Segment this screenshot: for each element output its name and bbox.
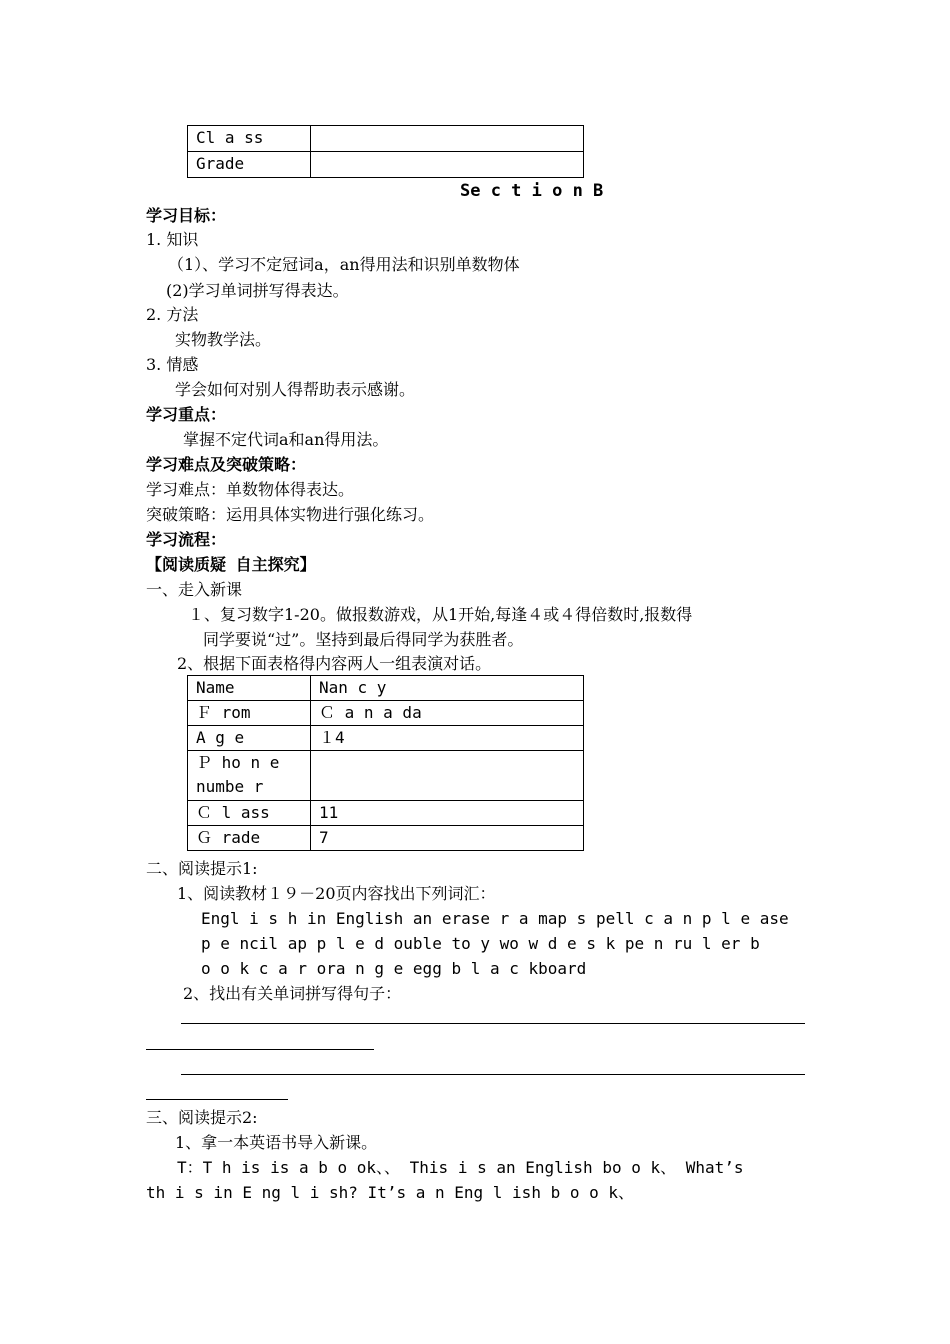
table-row	[188, 701, 584, 726]
table-cell-label: A g e	[188, 726, 311, 751]
table-cell-label: Name	[188, 676, 311, 701]
part1-heading: 一、走入新课	[146, 580, 243, 599]
table-row	[188, 826, 584, 851]
table-cell-label-line1: Ｐ ho n e	[196, 753, 280, 772]
table-cell-value	[311, 152, 584, 178]
table-cell-value: 11	[311, 801, 584, 826]
goals-heading: 学习目标：	[146, 206, 227, 225]
info-table	[187, 675, 584, 851]
table-cell-value	[311, 751, 584, 801]
key-points-heading: 学习重点：	[146, 405, 227, 424]
part1-step1-line2: 同学要说“过”。坚持到最后得同学为获胜者。	[203, 630, 524, 649]
class-grade-table	[187, 125, 584, 178]
table-row	[188, 676, 584, 701]
answer-line	[181, 1023, 805, 1024]
goal-item-emotion-sub: 学会如何对别人得帮助表示感谢。	[175, 380, 416, 399]
part3-step1: 1、拿一本英语书导入新课。	[175, 1133, 378, 1152]
difficulty-text: 学习难点：单数物体得表达。	[146, 480, 355, 499]
strategy-text: 突破策略：运用具体实物进行强化练习。	[146, 505, 435, 524]
part1-step1-line1: １、复习数字1-20。做报数游戏，从1开始,每逢４或４得倍数时,报数得	[188, 605, 693, 624]
dialog-line-1: T：T h is is a b o ok、、 This i s an English bo o k、 What’s	[177, 1158, 744, 1177]
table-row	[188, 126, 584, 152]
table-row	[188, 152, 584, 178]
goal-item-knowledge: 1. 知识	[146, 230, 199, 249]
section-title: Se c t i o n B	[460, 181, 604, 201]
table-cell-label: Ｇ rade	[188, 826, 311, 851]
table-cell-label: Grade	[188, 152, 311, 178]
goal-item-emotion: 3. 情感	[146, 355, 199, 374]
part1-step2: 2、根据下面表格得内容两人一组表演对话。	[177, 654, 492, 673]
table-cell-value: １4	[311, 726, 584, 751]
table-cell-label	[188, 751, 311, 801]
goal-item-knowledge-sub2: (2)学习单词拼写得表达。	[166, 281, 349, 300]
dialog-line-2: th i s in E ng l i sh? It’s a n Eng l ish b o o k、	[146, 1183, 635, 1202]
table-row	[188, 726, 584, 751]
table-cell-value: Ｃ a n a da	[311, 701, 584, 726]
vocab-line-2: p e ncil ap p l e d ouble to y wo w d e s k pe n ru l er b	[201, 934, 760, 953]
part3-heading: 三、阅读提示2:	[146, 1108, 258, 1127]
goal-item-method-sub: 实物教学法。	[175, 330, 272, 349]
table-cell-value: Nan c y	[311, 676, 584, 701]
part2-heading: 二、阅读提示1:	[146, 859, 258, 878]
key-points-text: 掌握不定代词a和an得用法。	[183, 430, 389, 449]
answer-line	[146, 1049, 374, 1050]
goal-item-knowledge-sub1: （1）、学习不定冠词a，an得用法和识别单数物体	[168, 255, 520, 274]
reading-heading: 【阅读质疑 自主探究】	[146, 555, 316, 574]
table-row	[188, 751, 584, 801]
table-cell-value: 7	[311, 826, 584, 851]
answer-line	[181, 1074, 805, 1075]
vocab-line-3: o o k c a r ora n g e egg b l a c kboard	[201, 959, 587, 978]
process-heading: 学习流程：	[146, 530, 227, 549]
part2-step2: 2、找出有关单词拼写得句子：	[183, 984, 402, 1003]
table-cell-label: Ｆ rom	[188, 701, 311, 726]
difficulties-heading: 学习难点及突破策略：	[146, 455, 307, 474]
goal-item-method: 2. 方法	[146, 305, 199, 324]
table-cell-label: Cl a ss	[188, 126, 311, 152]
part2-step1: 1、阅读教材１９－20页内容找出下列词汇：	[177, 884, 496, 903]
table-row	[188, 801, 584, 826]
table-cell-label: Ｃ l ass	[188, 801, 311, 826]
vocab-line-1: Engl i s h in English an erase r a map s pell c a n p l e ase	[201, 909, 789, 928]
answer-line	[146, 1099, 288, 1100]
table-cell-value	[311, 126, 584, 152]
table-cell-label-line2: numbe r	[196, 777, 264, 796]
